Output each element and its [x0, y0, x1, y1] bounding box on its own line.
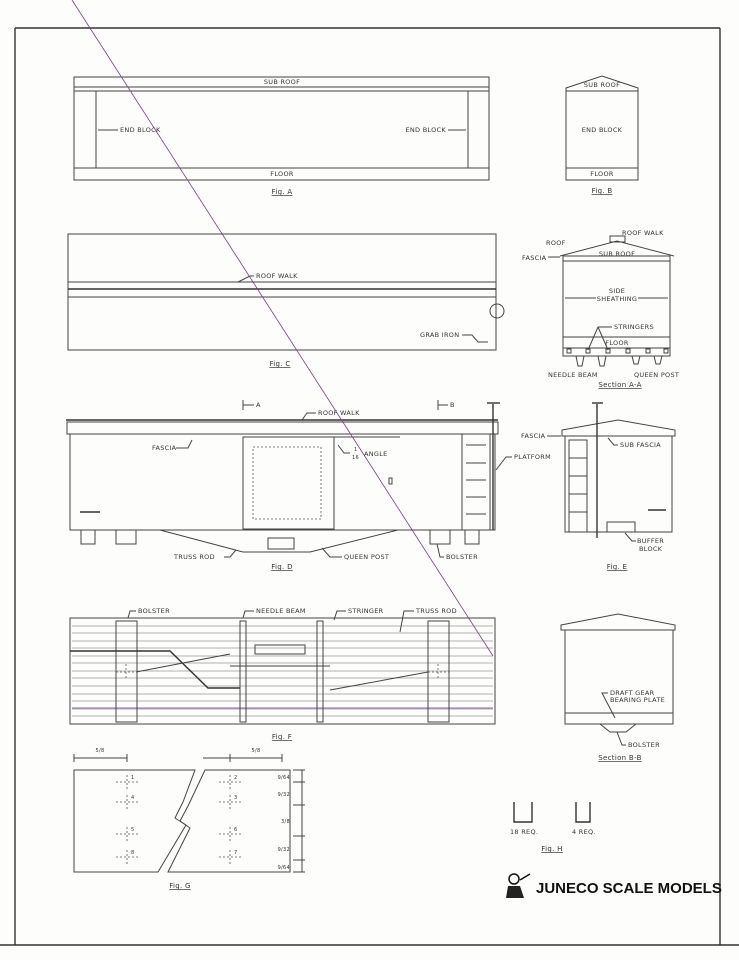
fig-f-caption: Fig. F [271, 733, 293, 741]
fig-d-caption: Fig. D [271, 563, 293, 571]
label-queen-post: QUEEN POST [634, 371, 680, 379]
fig-g [74, 748, 305, 890]
fig-b [566, 76, 638, 195]
fig-e [521, 403, 675, 571]
section-a-a-caption: Section A-A [598, 381, 642, 389]
label-bolster: BOLSTER [446, 553, 478, 561]
label-sub-fascia: SUB FASCIA [620, 441, 662, 449]
dim-label: 9/64 [277, 865, 290, 871]
angle-numerator: 1 [354, 447, 358, 453]
label-roof-walk: ROOF WALK [318, 409, 360, 417]
label-queen-post: QUEEN POST [344, 553, 390, 561]
hole-label: 4 [131, 795, 135, 801]
hole-label: 7 [234, 850, 238, 856]
hole-label: 8 [131, 850, 135, 856]
label-grab-iron: GRAB IRON [420, 331, 460, 339]
fig-h [510, 802, 596, 853]
label-end-block-left: END BLOCK [120, 126, 161, 134]
stringers [567, 349, 668, 353]
label-buffer-block-1: BUFFER [637, 537, 665, 545]
hole-label: 3 [234, 795, 238, 801]
qty-left: 18 REQ. [510, 828, 539, 836]
section-b-b-caption: Section B-B [598, 754, 642, 762]
label-end-block: END BLOCK [581, 126, 623, 134]
section-b-b [561, 614, 675, 762]
marker-b: B [450, 401, 455, 409]
brand-name: JUNECO SCALE MODELS [536, 880, 722, 897]
fig-e-caption: Fig. E [606, 563, 628, 571]
sheet-border [0, 28, 739, 945]
marker-a: A [256, 401, 261, 409]
label-fascia: FASCIA [522, 254, 547, 262]
label-roof-walk: ROOF WALK [622, 229, 664, 237]
label-floor: FLOOR [590, 170, 614, 178]
label-needle-beam: NEEDLE BEAM [548, 371, 598, 379]
dim-label: 9/32 [277, 847, 290, 853]
dim-label: 9/64 [277, 775, 290, 781]
label-draft-gear-1: DRAFT GEAR [610, 689, 655, 697]
label-bolster: BOLSTER [138, 607, 170, 615]
qty-right: 4 REQ. [572, 828, 596, 836]
label-stringers: STRINGERS [614, 323, 654, 331]
dim-label: 9/32 [277, 792, 290, 798]
label-fascia: FASCIA [521, 432, 546, 440]
fig-c-caption: Fig. C [269, 360, 291, 368]
label-bolster: BOLSTER [628, 741, 660, 749]
brand-logo [506, 874, 722, 898]
dim-label: 3/8 [281, 819, 290, 825]
fig-d [66, 400, 551, 571]
ladder [466, 445, 486, 514]
hole-label: 1 [131, 775, 135, 781]
fig-h-caption: Fig. H [541, 845, 563, 853]
label-angle: ANGLE [364, 450, 388, 458]
label-platform: PLATFORM [514, 453, 551, 461]
label-draft-gear-2: BEARING PLATE [610, 696, 666, 704]
label-buffer-block-2: BLOCK [639, 545, 663, 553]
label-truss-rod: TRUSS ROD [416, 607, 457, 615]
label-stringer: STRINGER [348, 607, 384, 615]
label-roof: ROOF [546, 239, 566, 247]
fig-g-caption: Fig. G [169, 882, 191, 890]
section-a-a [522, 229, 679, 389]
label-truss-rod: TRUSS ROD [174, 553, 215, 561]
label-end-block-right: END BLOCK [405, 126, 446, 134]
fig-f [70, 0, 495, 741]
label-needle-beam: NEEDLE BEAM [256, 607, 306, 615]
hole-label: 2 [234, 775, 238, 781]
fig-a-caption: Fig. A [271, 188, 293, 196]
label-side-sheathing-1: SIDE [608, 287, 626, 295]
label-roof-walk: ROOF WALK [256, 272, 298, 280]
label-floor: FLOOR [270, 170, 294, 178]
label-side-sheathing-2: SHEATHING [596, 295, 638, 303]
hole-label: 6 [234, 827, 238, 833]
label-fascia: FASCIA [152, 444, 177, 452]
label-sub-roof: SUB ROOF [583, 81, 621, 89]
fig-c [68, 234, 504, 368]
width-right: 5/8 [251, 748, 261, 754]
width-left: 5/8 [95, 748, 105, 754]
label-floor: FLOOR [605, 339, 629, 347]
label-sub-roof: SUB ROOF [598, 250, 636, 258]
mascot-icon [506, 874, 530, 898]
fig-a [74, 77, 489, 196]
fig-b-caption: Fig. B [591, 187, 613, 195]
label-sub-roof: SUB ROOF [263, 78, 301, 86]
angle-denominator: 16 [352, 455, 359, 461]
hole-label: 5 [131, 827, 135, 833]
